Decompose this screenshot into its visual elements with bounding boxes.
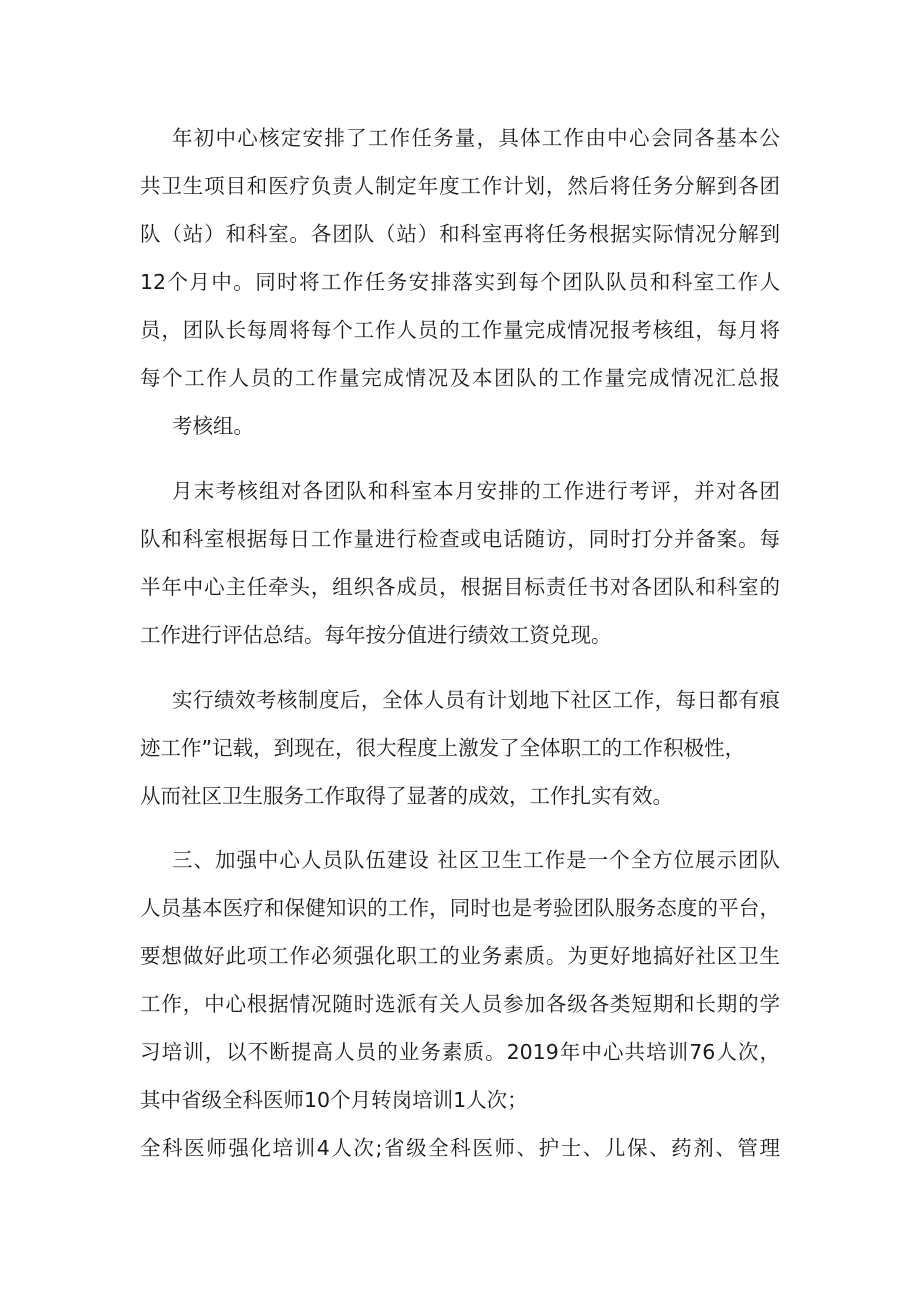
text-line: 工作，中心根据情况随时选派有关人员参加各级各类短期和长期的学 bbox=[140, 992, 780, 1016]
text-line: 迹工作”记载，到现在，很大程度上激发了全体职工的工作积极性， bbox=[140, 736, 746, 760]
text-line: 工作进行评估总结。每年按分值进行绩效工资兑现。 bbox=[140, 623, 612, 647]
text-line: 12个月中。同时将工作任务安排落实到每个团队队员和科室工作人 bbox=[140, 270, 780, 294]
text-line: 队（站）和科室。各团队（站）和科室再将任务根据实际情况分解到 bbox=[140, 222, 780, 246]
text-line: 每个工作人员的工作量完成情况及本团队的工作量完成情况汇总报 bbox=[140, 366, 780, 390]
text-line: 共卫生项目和医疗负责人制定年度工作计划，然后将任务分解到各团 bbox=[140, 174, 780, 198]
text-line: 习培训，以不断提高人员的业务素质。2019年中心共培训76人次， bbox=[140, 1040, 780, 1064]
text-line: 考核组。 bbox=[172, 414, 254, 438]
text-line: 从而社区卫生服务工作取得了显著的成效，工作扎实有效。 bbox=[140, 784, 673, 808]
text-line: 其中省级全科医师10个月转岗培训1人次； bbox=[140, 1088, 528, 1112]
text-line: 三、加强中心人员队伍建设 社区卫生工作是一个全方位展示团队 bbox=[172, 848, 780, 872]
text-line: 实行绩效考核制度后，全体人员有计划地下社区工作，每日都有痕 bbox=[172, 688, 780, 712]
text-line: 月末考核组对各团队和科室本月安排的工作进行考评，并对各团 bbox=[172, 479, 780, 503]
text-line: 队和科室根据每日工作量进行检查或电话随访，同时打分并备案。每 bbox=[140, 527, 780, 551]
text-line: 员，团队长每周将每个工作人员的工作量完成情况报考核组，每月将 bbox=[140, 318, 780, 342]
text-line: 年初中心核定安排了工作任务量，具体工作由中心会同各基本公 bbox=[172, 126, 780, 150]
text-line: 全科医师强化培训4人次;省级全科医师、护士、儿保、药剂、管理 bbox=[140, 1136, 780, 1160]
text-line: 人员基本医疗和保健知识的工作，同时也是考验团队服务态度的平台， bbox=[140, 896, 780, 920]
text-line: 半年中心主任牵头，组织各成员，根据目标责任书对各团队和科室的 bbox=[140, 575, 780, 599]
text-line: 要想做好此项工作必须强化职工的业务素质。为更好地搞好社区卫生 bbox=[140, 944, 780, 968]
